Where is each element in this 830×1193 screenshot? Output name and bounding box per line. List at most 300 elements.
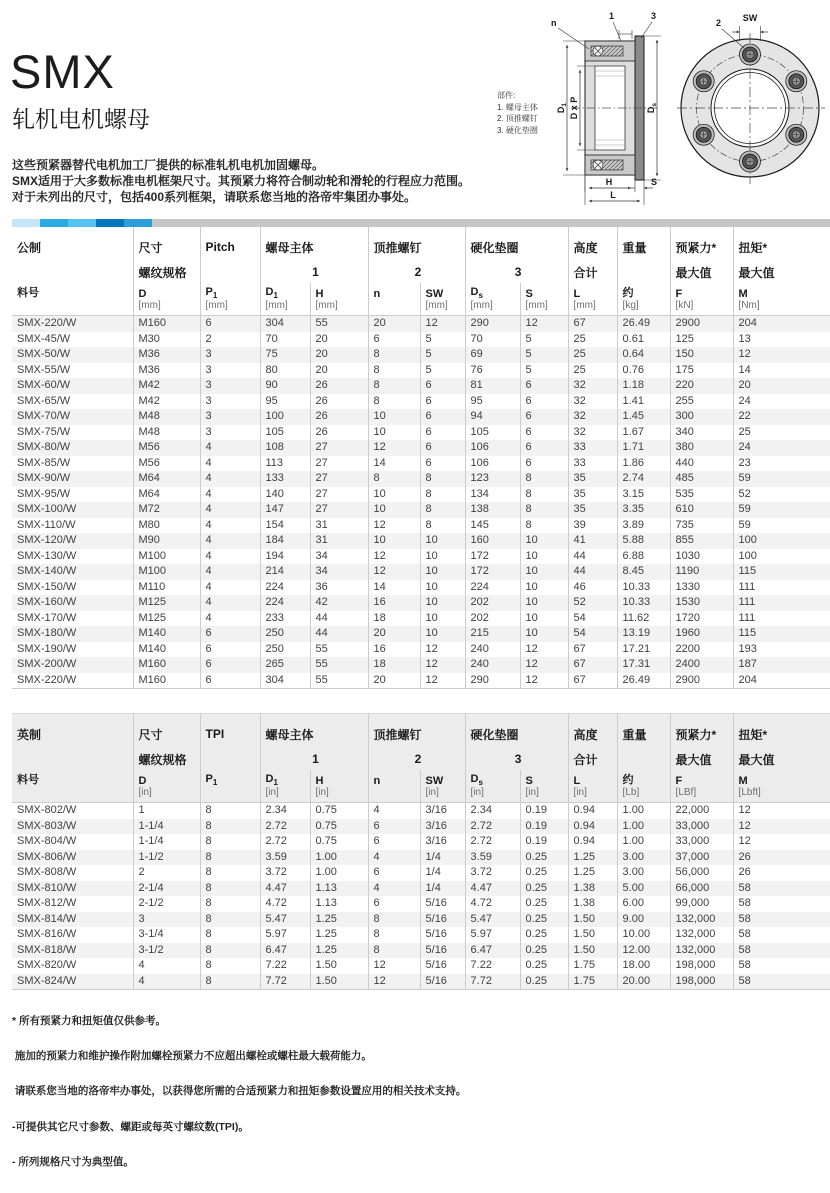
table-cell: 81: [465, 378, 520, 394]
table-cell: 5/16: [420, 896, 465, 912]
table-row: [12, 440, 830, 456]
header-cell: 最大值: [733, 261, 830, 283]
table-cell: 1.38: [568, 881, 617, 897]
table-cell: 855: [670, 533, 733, 549]
table-row: [12, 394, 830, 410]
header-row: [12, 714, 830, 749]
table-row: [12, 881, 830, 897]
header-cell: 3: [465, 748, 568, 770]
table-cell: 25: [568, 363, 617, 379]
table-cell: 12: [733, 834, 830, 850]
table-cell: 172: [465, 564, 520, 580]
header-cell: 约: [617, 770, 670, 787]
table-cell: 6.47: [465, 943, 520, 959]
table-cell: 26: [733, 865, 830, 881]
table-cell: 8: [200, 912, 260, 928]
table-cell: 76: [465, 363, 520, 379]
table-cell: 1.00: [310, 865, 368, 881]
header-cell: [mm]: [133, 300, 200, 316]
table-cell: 4: [200, 549, 260, 565]
table-cell: SMX-816/W: [17, 928, 77, 940]
table-cell: 0.25: [520, 943, 568, 959]
table-cell: 8: [200, 958, 260, 974]
table-cell: 1.50: [568, 943, 617, 959]
table-cell: 160: [465, 533, 520, 549]
table-cell: 111: [733, 580, 830, 596]
header-cell: 扭矩*: [733, 714, 830, 749]
table-cell: SMX-60/W: [12, 378, 133, 394]
table-cell: 1.41: [617, 394, 670, 410]
table-cell: 8: [368, 347, 420, 363]
table-cell: 12: [733, 347, 830, 363]
table-cell: 6: [420, 378, 465, 394]
table-cell: M100: [133, 564, 200, 580]
table-cell: 12: [520, 657, 568, 673]
table-cell: 224: [260, 595, 310, 611]
table-cell: 20: [368, 626, 420, 642]
table-cell: 5.97: [465, 927, 520, 943]
header-row: [12, 283, 830, 300]
bar-segment: [96, 219, 124, 227]
table-cell: 55: [310, 673, 368, 689]
table-cell: 4: [200, 611, 260, 627]
table-cell: SMX-808/W: [17, 866, 77, 878]
table-cell: 32: [568, 378, 617, 394]
bar-segment: [68, 219, 96, 227]
table-cell: M125: [133, 611, 200, 627]
header-cell: 顶推螺钉: [368, 714, 465, 749]
table-cell: 10: [520, 626, 568, 642]
table-cell: 67: [568, 657, 617, 673]
table-cell: 0.94: [568, 819, 617, 835]
table-cell: 55: [310, 316, 368, 332]
table-cell: 4: [200, 595, 260, 611]
table-cell: SMX-85/W: [17, 456, 71, 469]
table-cell: SMX-804/W: [17, 835, 77, 847]
table-cell: 224: [260, 580, 310, 596]
table-cell: 3-1/4: [133, 927, 200, 943]
header-cell: $D_1$: [260, 770, 310, 787]
table-cell: 8: [420, 518, 465, 534]
table-cell: 27: [310, 456, 368, 472]
table-cell: 6: [420, 394, 465, 410]
table-cell: 20: [310, 347, 368, 363]
table-cell: 3: [200, 347, 260, 363]
table-cell: 69: [465, 347, 520, 363]
table-cell: 113: [260, 456, 310, 472]
table-cell: 340: [670, 425, 733, 441]
header-cell: 合计: [568, 261, 617, 283]
table-cell: SMX-810/W: [12, 881, 133, 897]
table-cell: 52: [568, 595, 617, 611]
table-cell: 1.00: [617, 834, 670, 850]
table-cell: 610: [670, 502, 733, 518]
table-cell: 2400: [670, 657, 733, 673]
table-cell: 202: [465, 595, 520, 611]
table-cell: 4: [200, 533, 260, 549]
header-cell: [in]: [520, 787, 568, 803]
table-cell: 145: [465, 518, 520, 534]
table-cell: 35: [568, 471, 617, 487]
table-cell: 6: [368, 332, 420, 348]
table-cell: 1.50: [568, 927, 617, 943]
table-cell: 10: [420, 611, 465, 627]
table-cell: 4: [200, 518, 260, 534]
table-cell: SMX-150/W: [17, 580, 77, 593]
header-cell: [mm]: [568, 300, 617, 316]
table-cell: SMX-100/W: [12, 502, 133, 518]
legend-title: 部件:: [497, 91, 516, 100]
table-row: [12, 958, 830, 974]
table-cell: 16: [368, 595, 420, 611]
table-cell: 3.15: [617, 487, 670, 503]
table-cell: 1.45: [617, 409, 670, 425]
table-cell: 1960: [670, 626, 733, 642]
table-cell: 12: [420, 657, 465, 673]
table-cell: 290: [465, 673, 520, 689]
table-cell: 175: [670, 363, 733, 379]
callout-3: 3: [651, 11, 657, 21]
header-cell: 预紧力*: [670, 714, 733, 749]
header-cell: 约: [617, 283, 670, 300]
table-cell: SMX-220/W: [12, 673, 133, 689]
table-cell: SMX-220/W: [12, 316, 133, 332]
table-cell: 6.00: [617, 896, 670, 912]
table-row: [12, 363, 830, 379]
table-cell: 3: [200, 363, 260, 379]
footnote-line: - 所列规格尺寸为典型值。: [12, 1156, 134, 1169]
header-cell: 料号: [12, 770, 133, 787]
table-cell: SMX-802/W: [17, 804, 77, 816]
table-cell: 1.18: [617, 378, 670, 394]
table-cell: SMX-45/W: [17, 332, 71, 345]
table-cell: 6: [420, 456, 465, 472]
table-cell: 8: [520, 471, 568, 487]
table-cell: SMX-55/W: [17, 363, 71, 376]
table-cell: 6: [520, 409, 568, 425]
table-row: [12, 896, 830, 912]
table-cell: 224: [465, 580, 520, 596]
header-cell: [12, 787, 133, 803]
table-cell: 59: [733, 502, 830, 518]
table-cell: M110: [133, 580, 200, 596]
table-cell: 233: [260, 611, 310, 627]
table-cell: 12: [368, 974, 420, 990]
footnotes: [12, 992, 466, 1193]
header-cell: 2: [368, 748, 465, 770]
header-cell: TPI: [200, 714, 260, 749]
table-cell: 27: [310, 471, 368, 487]
table-cell: 33,000: [670, 819, 733, 835]
table-cell: 3.35: [617, 502, 670, 518]
table-cell: 3.89: [617, 518, 670, 534]
table-cell: 8: [368, 927, 420, 943]
table-cell: 10: [520, 611, 568, 627]
table-cell: 4.47: [465, 881, 520, 897]
table-cell: 115: [733, 626, 830, 642]
table-cell: 106: [465, 440, 520, 456]
legend-item: 2. 顶推螺钉: [497, 114, 538, 123]
table-cell: 70: [260, 332, 310, 348]
table-cell: 10: [520, 533, 568, 549]
table-cell: 44: [568, 549, 617, 565]
table-cell: 8: [200, 896, 260, 912]
table-cell: 3.00: [617, 865, 670, 881]
table-cell: SMX-824/W: [12, 974, 133, 990]
table-cell: 11.62: [617, 611, 670, 627]
table-cell: 2: [200, 332, 260, 348]
table-cell: 8: [200, 819, 260, 835]
table-cell: 0.25: [520, 927, 568, 943]
table-cell: 3/16: [420, 834, 465, 850]
header-cell: M: [733, 770, 830, 787]
header-cell: [Lbft]: [733, 787, 830, 803]
table-cell: 1-1/2: [133, 850, 200, 866]
table-row: [12, 518, 830, 534]
header-cell: 2: [368, 261, 465, 283]
table-cell: 2.72: [465, 834, 520, 850]
table-cell: SMX-803/W: [12, 819, 133, 835]
table-cell: SMX-80/W: [12, 440, 133, 456]
table-cell: 150: [670, 347, 733, 363]
table-cell: SMX-190/W: [17, 642, 77, 655]
header-cell: [in]: [310, 787, 368, 803]
header-cell: 合计: [568, 748, 617, 770]
table-cell: 4: [200, 564, 260, 580]
header-cell: 料号: [17, 287, 39, 299]
table-cell: 10: [420, 564, 465, 580]
table-cell: 5.97: [260, 927, 310, 943]
table-cell: 10: [368, 533, 420, 549]
table-cell: 5: [420, 332, 465, 348]
table-cell: 2.72: [260, 819, 310, 835]
table-cell: 8: [200, 834, 260, 850]
table-cell: 8: [368, 912, 420, 928]
table-cell: 26.49: [617, 673, 670, 689]
table-cell: 10: [420, 549, 465, 565]
table-cell: M56: [133, 456, 200, 472]
table-cell: 10: [368, 502, 420, 518]
table-cell: 10: [420, 595, 465, 611]
dim-label-s: S: [651, 177, 658, 187]
bar-segment: [152, 219, 830, 227]
table-cell: 58: [733, 943, 830, 959]
table-cell: 0.76: [617, 363, 670, 379]
table-cell: 80: [260, 363, 310, 379]
table-cell: 12: [368, 440, 420, 456]
table-cell: 4: [200, 471, 260, 487]
bar-segment: [40, 219, 68, 227]
header-cell: [in]: [420, 787, 465, 803]
table-cell: 58: [733, 974, 830, 990]
table-cell: 70: [465, 332, 520, 348]
table-cell: 1.25: [310, 927, 368, 943]
table-cell: 220: [670, 378, 733, 394]
table-cell: 1.13: [310, 896, 368, 912]
table-row: [12, 657, 830, 673]
table-cell: 1.13: [310, 881, 368, 897]
table-row: [12, 912, 830, 928]
table-cell: M100: [133, 549, 200, 565]
table-cell: 56,000: [670, 865, 733, 881]
table-cell: 10: [420, 533, 465, 549]
table-cell: 265: [260, 657, 310, 673]
table-cell: 0.25: [520, 865, 568, 881]
table-cell: 1-1/4: [133, 834, 200, 850]
table-cell: 32: [568, 394, 617, 410]
table-cell: 1.00: [617, 819, 670, 835]
table-cell: 4: [368, 881, 420, 897]
table-cell: 4.72: [260, 896, 310, 912]
table-cell: 202: [465, 611, 520, 627]
header-cell: $D_s$: [465, 770, 520, 787]
table-cell: 1.50: [310, 974, 368, 990]
header-cell: [Nm]: [733, 300, 830, 316]
table-cell: 22: [733, 409, 830, 425]
header-cell: 重量: [617, 714, 670, 749]
table-cell: M140: [133, 626, 200, 642]
table-cell: 2.72: [465, 819, 520, 835]
header-cell: [12, 748, 133, 770]
table-cell: SMX-110/W: [17, 518, 76, 531]
table-cell: 12: [520, 673, 568, 689]
header-cell: 高度: [568, 714, 617, 749]
table-cell: 123: [465, 471, 520, 487]
table-cell: 44: [310, 626, 368, 642]
table-cell: SMX-818/W: [12, 943, 133, 959]
header-cell: H: [310, 283, 368, 300]
table-cell: 0.94: [568, 803, 617, 819]
table-cell: 8: [200, 927, 260, 943]
table-cell: 55: [310, 657, 368, 673]
table-cell: 1.00: [617, 803, 670, 819]
table-cell: 10.33: [617, 595, 670, 611]
table-cell: SMX-140/W: [12, 564, 133, 580]
table-cell: 58: [733, 912, 830, 928]
table-cell: 33,000: [670, 834, 733, 850]
table-cell: 4: [133, 958, 200, 974]
table-cell: 12: [520, 316, 568, 332]
table-cell: 3/16: [420, 803, 465, 819]
header-cell: [617, 748, 670, 770]
table-cell: 6: [420, 440, 465, 456]
table-cell: 10: [520, 580, 568, 596]
table-cell: 1.67: [617, 425, 670, 441]
table-cell: 0.64: [617, 347, 670, 363]
page-subtitle: 轧机电机螺母: [12, 106, 150, 132]
table-cell: 3: [200, 425, 260, 441]
table-cell: 1/4: [420, 850, 465, 866]
table-cell: 25: [733, 425, 830, 441]
table-cell: SMX-820/W: [17, 959, 77, 971]
table-cell: 20: [733, 378, 830, 394]
table-row: [12, 803, 830, 819]
table-cell: 16: [368, 642, 420, 658]
table-cell: 10: [520, 549, 568, 565]
table-cell: 1030: [670, 549, 733, 565]
header-cell: [200, 748, 260, 770]
table-cell: 111: [733, 595, 830, 611]
table-cell: 7.72: [260, 974, 310, 990]
table-cell: 3.72: [465, 865, 520, 881]
table-cell: SMX-70/W: [12, 409, 133, 425]
table-cell: 0.25: [520, 881, 568, 897]
header-cell: [mm]: [465, 300, 520, 316]
table-cell: 6: [520, 378, 568, 394]
dim-label-l: L: [610, 190, 616, 200]
table-cell: 35: [568, 502, 617, 518]
table-cell: 12: [733, 819, 830, 835]
header-cell: L: [568, 283, 617, 300]
table-cell: 67: [568, 642, 617, 658]
table-cell: 22,000: [670, 803, 733, 819]
header-cell: [368, 300, 420, 316]
table-cell: 6: [200, 657, 260, 673]
table-cell: SMX-75/W: [17, 425, 71, 438]
table-cell: 6: [368, 834, 420, 850]
table-cell: 10: [368, 487, 420, 503]
table-cell: 10: [368, 409, 420, 425]
table-row: [12, 819, 830, 835]
table-cell: 105: [260, 425, 310, 441]
header-cell: F: [670, 770, 733, 787]
table-cell: 2-1/2: [133, 896, 200, 912]
table-cell: 3.00: [617, 850, 670, 866]
table-cell: 7.72: [465, 974, 520, 990]
dim-label-sw: SW: [742, 13, 758, 23]
table-cell: 6: [368, 865, 420, 881]
table-cell: 6: [520, 394, 568, 410]
table-cell: 37,000: [670, 850, 733, 866]
table-cell: 0.25: [520, 974, 568, 990]
table-cell: M160: [133, 316, 200, 332]
table-cell: SMX-814/W: [12, 912, 133, 928]
header-cell: SW: [420, 283, 465, 300]
table-cell: 8.45: [617, 564, 670, 580]
table-cell: 100: [733, 549, 830, 565]
table-cell: 31: [310, 533, 368, 549]
table-cell: 6: [520, 425, 568, 441]
table-cell: 1/4: [420, 865, 465, 881]
table-cell: 4: [200, 580, 260, 596]
table-cell: 3.59: [465, 850, 520, 866]
header-cell: 尺寸: [133, 227, 200, 261]
header-row: [12, 261, 830, 283]
table-cell: 27: [310, 440, 368, 456]
table-row: [12, 974, 830, 990]
header-cell: S: [520, 283, 568, 300]
table-cell: 27: [310, 487, 368, 503]
table-cell: 198,000: [670, 974, 733, 990]
header-cell: 预紧力*: [670, 227, 733, 261]
table-row: [12, 673, 830, 689]
header-row: [12, 300, 830, 316]
table-cell: 4: [200, 456, 260, 472]
table-cell: 3.59: [260, 850, 310, 866]
table-cell: 1190: [670, 564, 733, 580]
front-view: [677, 13, 825, 184]
table-row: [12, 580, 830, 596]
header-cell: 最大值: [733, 748, 830, 770]
table-cell: 10: [368, 425, 420, 441]
table-cell: 1.25: [568, 850, 617, 866]
table-cell: 132,000: [670, 943, 733, 959]
table-row: [12, 502, 830, 518]
table-cell: 215: [465, 626, 520, 642]
table-cell: SMX-130/W: [17, 549, 77, 562]
table-cell: 1/4: [420, 881, 465, 897]
table-cell: 8: [200, 865, 260, 881]
